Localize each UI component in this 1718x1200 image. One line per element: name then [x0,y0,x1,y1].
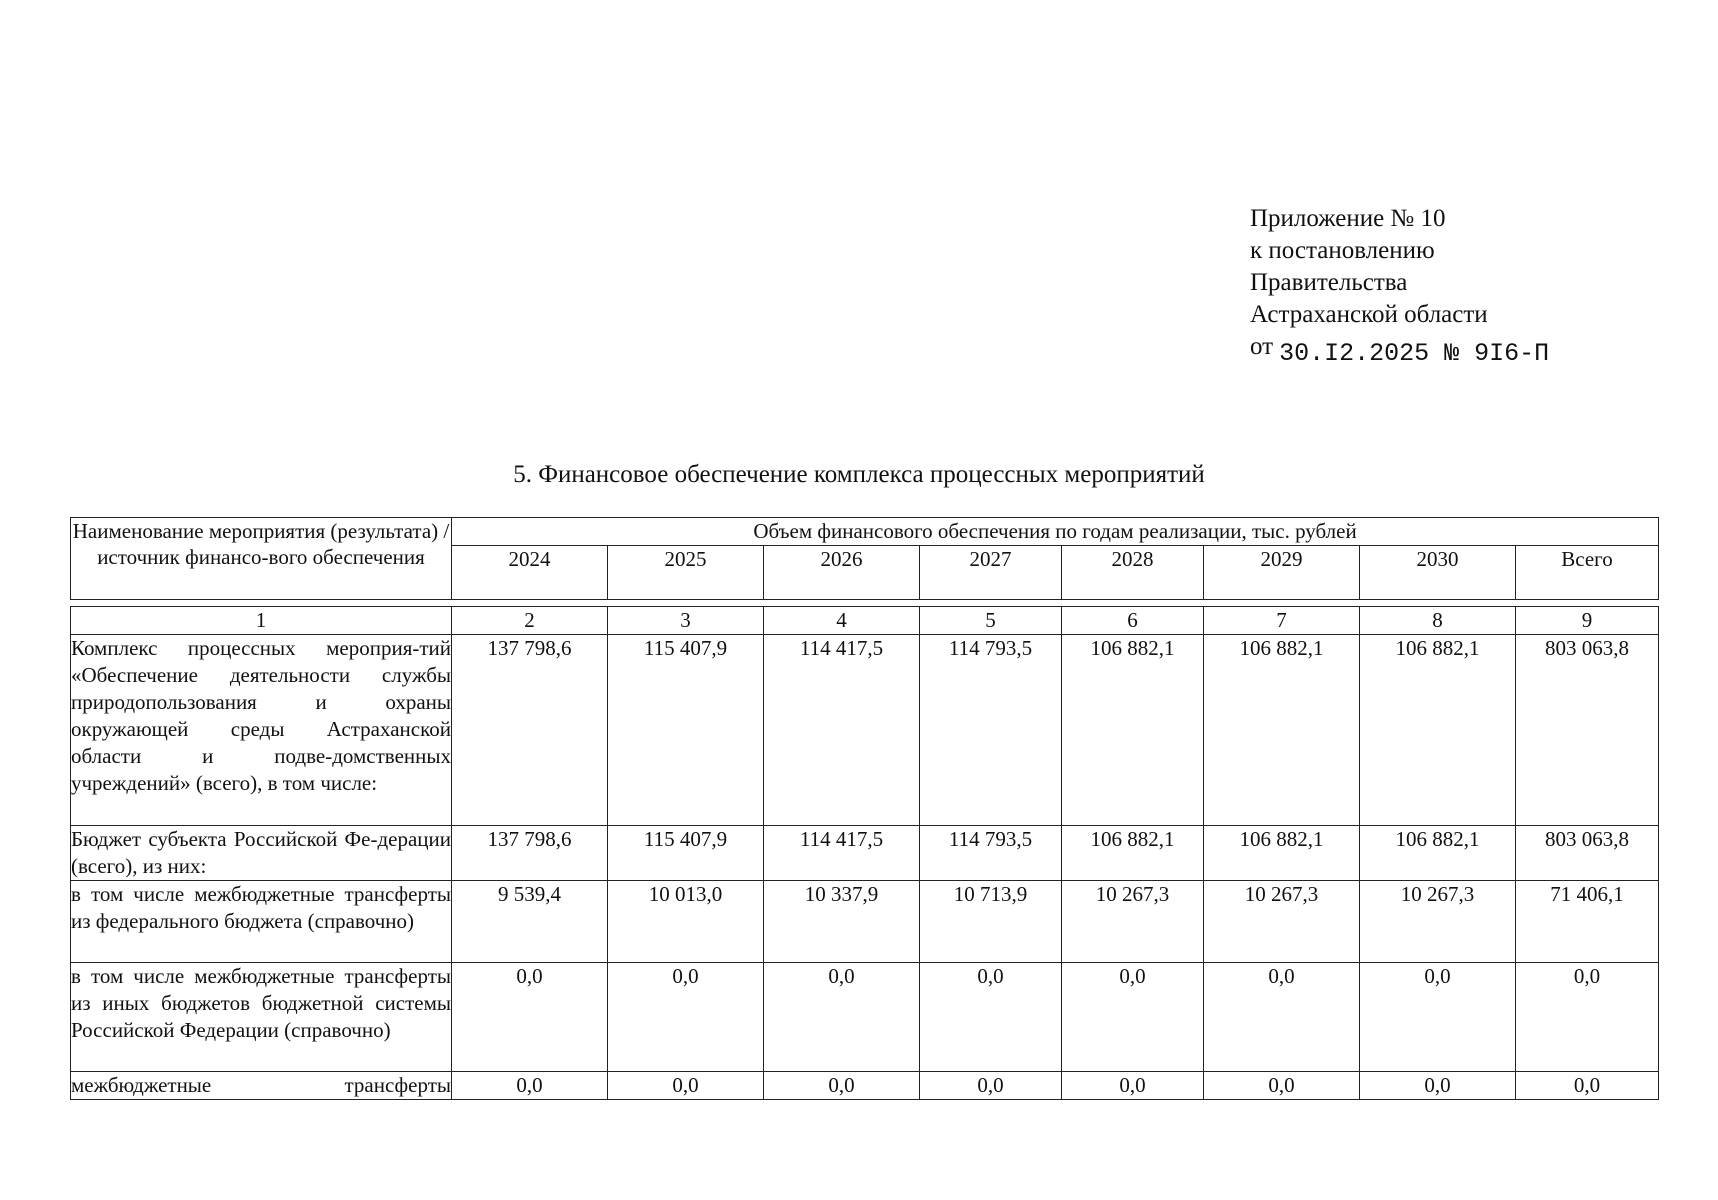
row-value: 0,0 [1062,963,1204,1072]
row-value: 0,0 [764,963,920,1072]
column-number: 4 [764,607,920,635]
row-name: в том числе межбюджетные трансферты из иных бюджетов бюджетной системы Российской Федерации (справочно) [71,963,452,1072]
annex-date: 30.I2.2025 № 9I6-П [1279,339,1550,368]
annex-block [1250,203,1549,370]
column-number: 9 [1516,607,1659,635]
row-value: 106 882,1 [1204,635,1360,826]
name-column-header: Наименование мероприятия (результата) / источник финансо-вого обеспечения [71,518,452,600]
row-value: 106 882,1 [1360,635,1516,826]
row-value: 0,0 [920,1072,1062,1100]
annex-line-2: к постановлению [1250,237,1435,264]
row-value: 0,0 [608,963,764,1072]
row-total: 803 063,8 [1516,826,1659,881]
row-value: 0,0 [452,1072,608,1100]
column-number: 3 [608,607,764,635]
row-value: 114 417,5 [764,635,920,826]
table-row [71,963,1659,1072]
financing-table [70,517,1659,1100]
row-value: 0,0 [1204,963,1360,1072]
row-total: 803 063,8 [1516,635,1659,826]
row-name: межбюджетные трансферты [71,1072,452,1100]
total-header: Всего [1516,546,1659,600]
annex-date-line [1250,331,1549,370]
row-name: Комплекс процессных мероприя-тий «Обеспечение деятельности службы природопользования и охраны окружающей среды Астраханской области и подве-домственных учреждений» (всего), в том числе: [71,635,452,826]
table-row [71,881,1659,963]
row-value: 114 793,5 [920,826,1062,881]
column-number: 6 [1062,607,1204,635]
row-value: 137 798,6 [452,826,608,881]
row-value: 0,0 [920,963,1062,1072]
row-total: 0,0 [1516,963,1659,1072]
row-name: в том числе межбюджетные трансферты из федерального бюджета (справочно) [71,881,452,963]
annex-line-4: Астраханской области [1250,301,1488,328]
column-number: 1 [71,607,452,635]
row-value: 0,0 [1062,1072,1204,1100]
row-value: 106 882,1 [1062,635,1204,826]
row-value: 10 337,9 [764,881,920,963]
row-value: 106 882,1 [1062,826,1204,881]
year-header: 2029 [1204,546,1360,600]
column-number: 8 [1360,607,1516,635]
row-value: 9 539,4 [452,881,608,963]
row-value: 0,0 [1360,1072,1516,1100]
annex-line-3: Правительства [1250,269,1408,296]
year-header: 2024 [452,546,608,600]
row-value: 115 407,9 [608,826,764,881]
row-total: 71 406,1 [1516,881,1659,963]
row-value: 0,0 [452,963,608,1072]
funding-group-header: Объем финансового обеспечения по годам реализации, тыс. рублей [452,518,1659,546]
table-header-row [71,518,1659,546]
row-value: 0,0 [1204,1072,1360,1100]
row-total: 0,0 [1516,1072,1659,1100]
annex-date-prefix: от [1250,333,1274,360]
row-value: 137 798,6 [452,635,608,826]
annex-line-1: Приложение № 10 [1250,205,1446,232]
column-number: 2 [452,607,608,635]
row-value: 0,0 [608,1072,764,1100]
row-value: 106 882,1 [1360,826,1516,881]
document-title: 5. Финансовое обеспечение комплекса процессных мероприятий [513,461,1205,488]
year-header: 2025 [608,546,764,600]
year-header: 2026 [764,546,920,600]
row-value: 0,0 [764,1072,920,1100]
table-row [71,1072,1659,1100]
row-value: 106 882,1 [1204,826,1360,881]
table-row [71,826,1659,881]
row-value: 10 013,0 [608,881,764,963]
column-number: 5 [920,607,1062,635]
row-value: 10 267,3 [1062,881,1204,963]
row-value: 10 267,3 [1204,881,1360,963]
column-number: 7 [1204,607,1360,635]
row-value: 10 267,3 [1360,881,1516,963]
row-value: 114 417,5 [764,826,920,881]
row-value: 0,0 [1360,963,1516,1072]
row-value: 10 713,9 [920,881,1062,963]
row-value: 115 407,9 [608,635,764,826]
column-numbers-row [71,607,1659,635]
table-row [71,635,1659,826]
year-header: 2027 [920,546,1062,600]
row-value: 114 793,5 [920,635,1062,826]
row-name: Бюджет субъекта Российской Фе-дерации (всего), из них: [71,826,452,881]
year-header: 2028 [1062,546,1204,600]
table-gap-row [71,600,1659,607]
year-header: 2030 [1360,546,1516,600]
